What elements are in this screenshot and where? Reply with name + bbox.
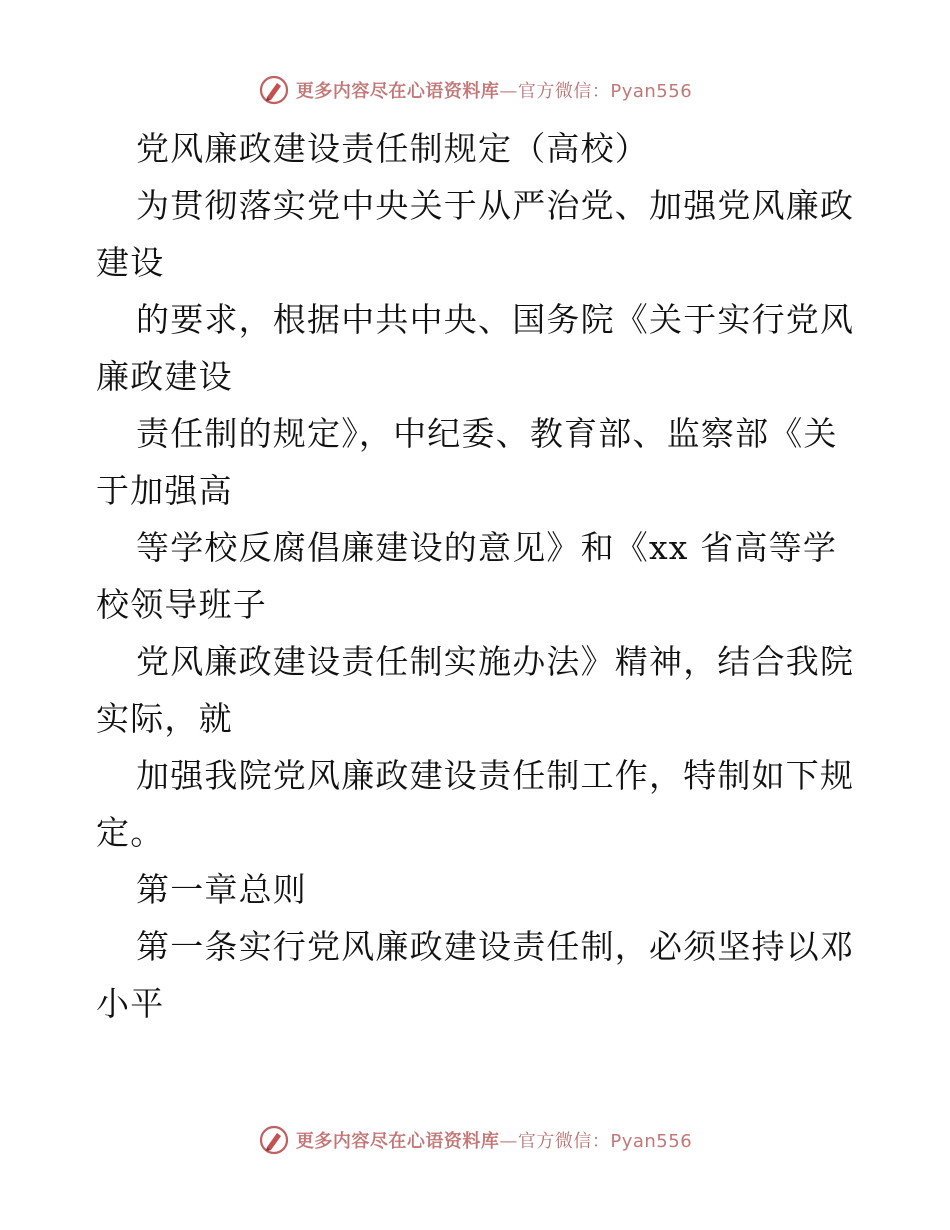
paragraph-line: 于加强高 — [96, 471, 233, 510]
pen-logo-icon — [258, 1124, 290, 1156]
watermark-wechat-id: Pyan556 — [610, 1131, 693, 1152]
watermark-official-label: 官方微信： — [517, 81, 611, 102]
chapter-heading: 第一章总则 — [136, 870, 307, 909]
document-title: 党风廉政建设责任制规定（高校） — [136, 129, 649, 168]
watermark-dash: — — [499, 81, 518, 102]
watermark-cn-text: 更多内容尽在心语资料库 — [295, 81, 500, 102]
watermark-text — [296, 1127, 692, 1153]
paragraph-line: 等学校反腐倡廉建设的意见》和《xx 省高等学 — [136, 528, 838, 567]
paragraph-line: 为贯彻落实党中央关于从严治党、加强党风廉政 — [136, 186, 855, 225]
watermark-official-label: 官方微信： — [517, 1131, 611, 1152]
watermark-dash: — — [499, 1131, 518, 1152]
paragraph-line: 定。 — [96, 813, 165, 852]
paragraph-line: 党风廉政建设责任制实施办法》精神，结合我院 — [136, 642, 855, 681]
paragraph-line: 实际，就 — [96, 699, 233, 738]
paragraph-line: 加强我院党风廉政建设责任制工作，特制如下规 — [136, 756, 855, 795]
paragraph-line: 的要求，根据中共中央、国务院《关于实行党风 — [136, 300, 855, 339]
header-watermark — [0, 72, 950, 108]
paragraph-line: 第一条实行党风廉政建设责任制，必须坚持以邓 — [136, 927, 855, 966]
document-body — [96, 120, 856, 1032]
paragraph-line: 建设 — [96, 243, 165, 282]
paragraph-line: 廉政建设 — [96, 357, 233, 396]
paragraph-line: 责任制的规定》，中纪委、教育部、监察部《关 — [136, 414, 838, 453]
watermark-wechat-id: Pyan556 — [610, 81, 693, 102]
paragraph-line: 小平 — [96, 984, 165, 1023]
footer-watermark — [0, 1122, 950, 1158]
watermark-cn-text: 更多内容尽在心语资料库 — [295, 1131, 500, 1152]
paragraph-line: 校领导班子 — [96, 585, 267, 624]
pen-logo-icon — [258, 74, 290, 106]
watermark-text — [296, 77, 692, 103]
